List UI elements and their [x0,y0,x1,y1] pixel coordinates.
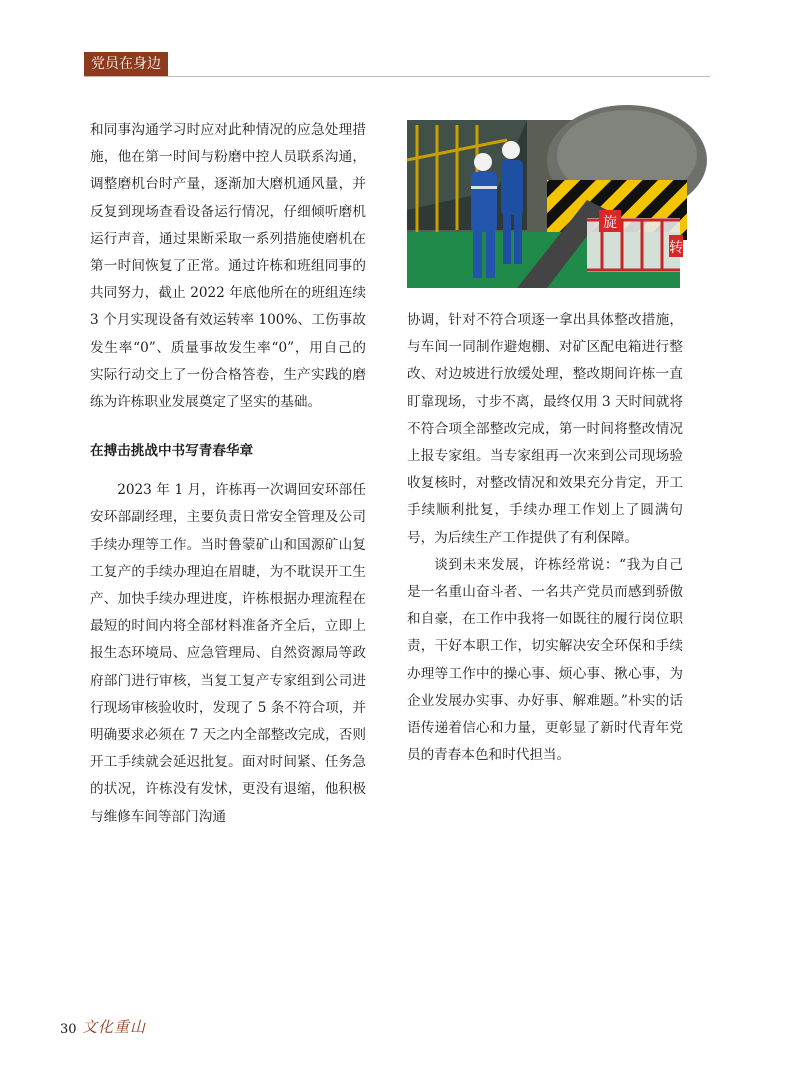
photo-illustration [407,120,683,288]
body-paragraph: 协调，针对不符合项逐一拿出具体整改措施，与车间一同制作避炮棚、对矿区配电箱进行整改、对边坡进行放缓处理，整改期间许栋一直盯靠现场，寸步不离，最终仅用 3 天时间就将不符合项全部整改完成，第一时间将整改情况上报专家组。当专家组再一次来到公司现场验收复核时，对整改情况和效果充分肯定，开工手续顺利批复，手续办理工作划上了圆满句号，为后续生产工作提供了有利保障。 [407,312,683,546]
left-column [90,117,366,831]
sign-text: 旋 [603,215,617,231]
right-column [407,307,683,769]
header-rule [84,76,710,77]
sign-text: 转 [669,240,683,256]
body-paragraph: 2023 年 1 月，许栋再一次调回安环部任安环部副经理，主要负责日常安全管理及公司手续办理等工作。当时鲁蒙矿山和国源矿山复工复产的手续办理迫在眉睫，为不耽误开工生产、加快手续办理进度，许栋根据办理流程在最短的时间内将全部材料准备齐全后，立即上报生态环境局、应急管理局、自然资源局等政府部门进行审核，当复工复产专家组到公司进行现场审核验收时，发现了 5 条不符合项，并明确要求必须在 7 天之内全部整改完成，否则开工手续就会延迟批复。面对时间紧、任务急的状况，许栋没有发怵，更没有退缩，他积极与维修车间等部门沟通 [90,482,366,825]
page-number: 30 [60,1022,77,1037]
publication-logo: 文化重山 [82,1018,147,1036]
body-paragraph: 谈到未来发展，许栋经常说：“我为自己是一名重山奋斗者、一名共产党员而感到骄傲和自豪，在工作中我将一如既往的履行岗位职责，干好本职工作，切实解决安全环保和手续办理等工作中的操心事、烦心事、揪心事，为企业发展办实事、办好事、解难题。”朴实的话语传递着信心和力量，更彰显了新时代青年党员的青春本色和时代担当。 [407,556,683,764]
body-paragraph: 和同事沟通学习时应对此种情况的应急处理措施，他在第一时间与粉磨中控人员联系沟通，调整磨机台时产量，逐渐加大磨机通风量，并反复到现场查看设备运行情况，仔细倾听磨机运行声音，通过果断采取一系列措施使磨机在第一时间恢复了正常。通过许栋和班组同事的共同努力，截止 2022 年底他所在的班组连续 3 个月实现设备有效运转率 100%、工伤事故发生率“0”、质量事故发生率“0”，用自己的实际行动交上了一份合格答卷，生产实践的磨练为许栋职业发展奠定了坚实的基础。 [90,122,366,411]
workers-photo [407,120,683,288]
subheading: 在搏击挑战中书写青春华章 [90,443,254,460]
section-label: 党员在身边 [84,52,168,76]
